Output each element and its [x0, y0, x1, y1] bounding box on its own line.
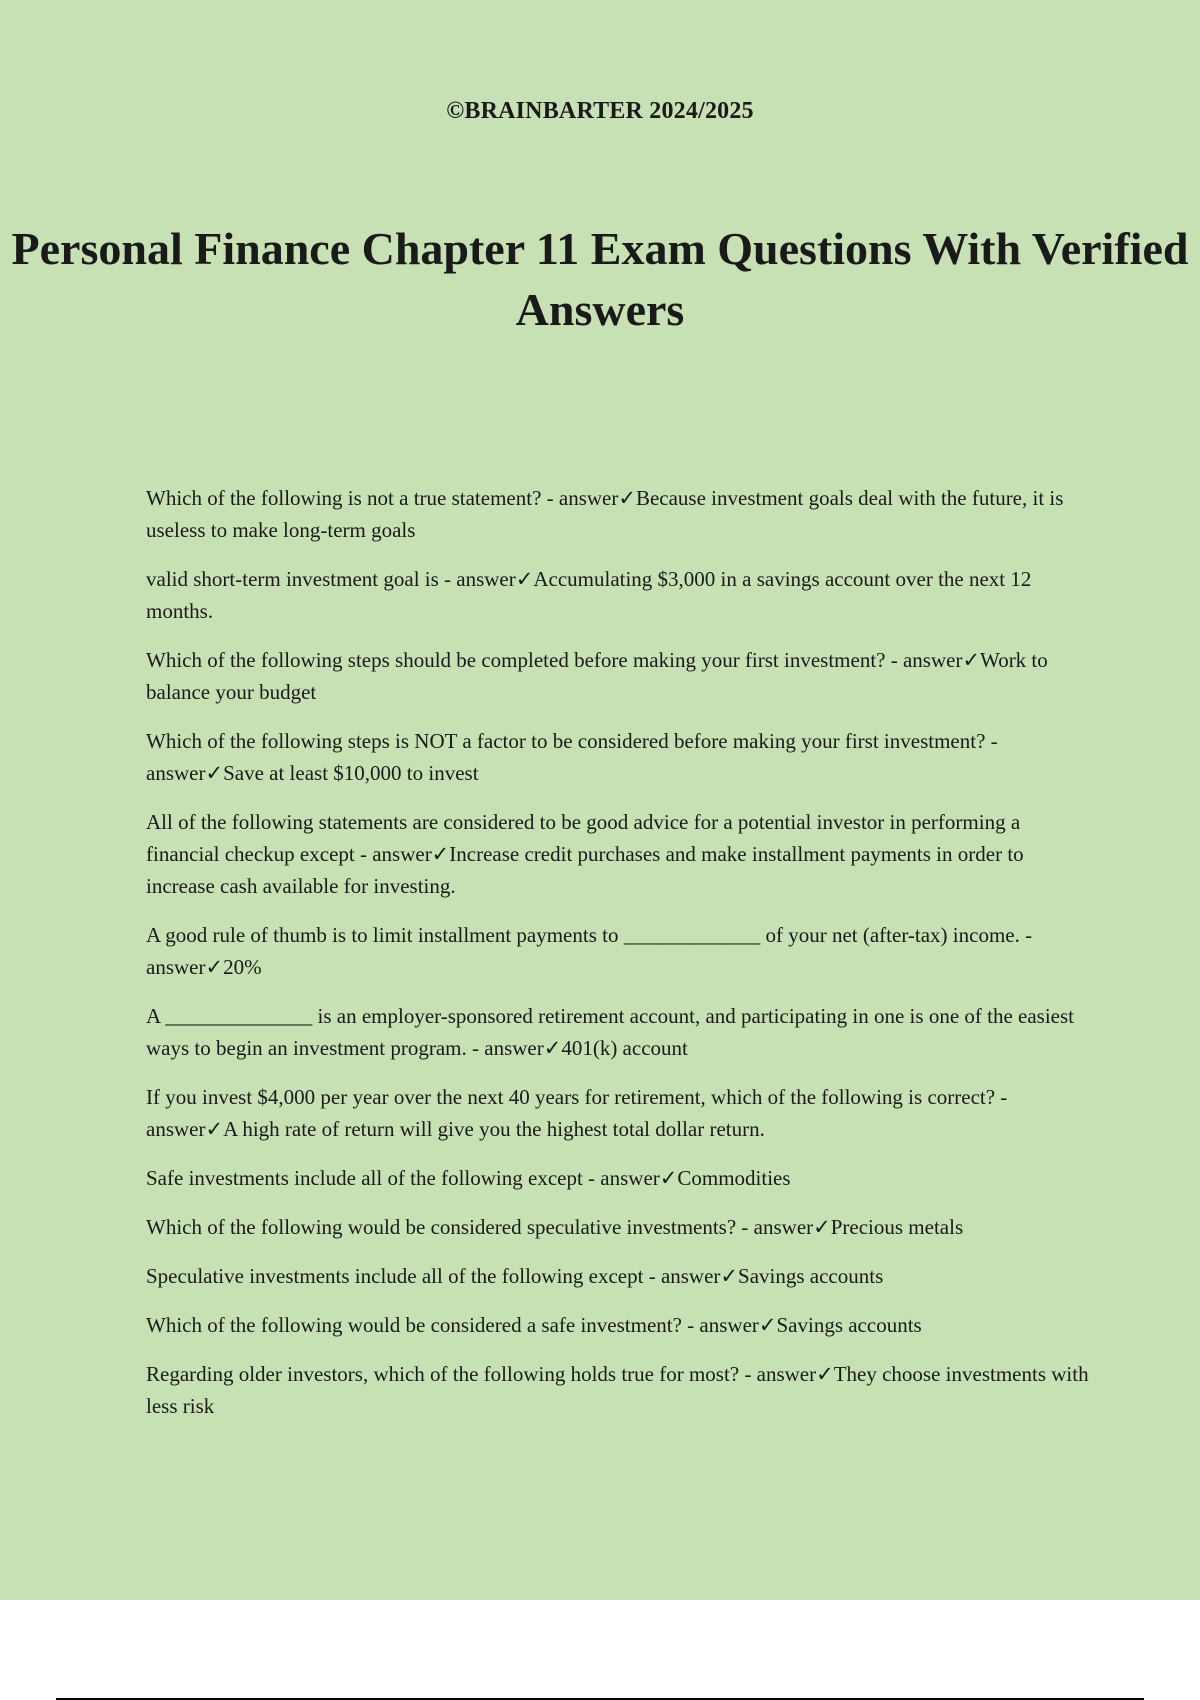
question-item: Safe investments include all of the following except - answer✓Commodities: [146, 1166, 791, 1190]
question-item: Which of the following would be considered a safe investment? - answer✓Savings accounts: [146, 1313, 922, 1337]
question-item: valid short-term investment goal is - answer✓Accumulating $3,000 in a savings account over the next 12 months.: [146, 567, 1032, 623]
question-item: Which of the following would be considered speculative investments? - answer✓Precious metals: [146, 1215, 964, 1239]
question-item: All of the following statements are considered to be good advice for a potential investor in performing a financial checkup except - answer✓Increase credit purchases and make installment payments in order to increase cash available for investing.: [146, 810, 1024, 898]
question-item: If you invest $4,000 per year over the next 40 years for retirement, which of the following is correct? - answer✓A high rate of return will give you the highest total dollar return.: [146, 1085, 1008, 1141]
question-item: Speculative investments include all of the following except - answer✓Savings accounts: [146, 1264, 884, 1288]
question-list: [146, 482, 1092, 1439]
question-item: A good rule of thumb is to limit installment payments to _____________ of your net (after-tax) income. - answer✓20%: [146, 923, 1033, 979]
question-item: Which of the following steps is NOT a factor to be considered before making your first investment? - answer✓Save at least $10,000 to invest: [146, 729, 998, 785]
document-title: Personal Finance Chapter 11 Exam Questions With Verified Answers: [11, 223, 1189, 335]
copyright-header: ©BRAINBARTER 2024/2025: [446, 98, 754, 124]
question-item: Which of the following is not a true statement? - answer✓Because investment goals deal with the future, it is useless to make long-term goals: [146, 486, 1064, 542]
question-item: Regarding older investors, which of the following holds true for most? - answer✓They choose investments with less risk: [146, 1362, 1089, 1418]
question-item: A ______________ is an employer-sponsored retirement account, and participating in one is one of the easiest ways to begin an investment program. - answer✓401(k) account: [146, 1004, 1075, 1060]
question-item: Which of the following steps should be completed before making your first investment? - answer✓Work to balance your budget: [146, 648, 1048, 704]
